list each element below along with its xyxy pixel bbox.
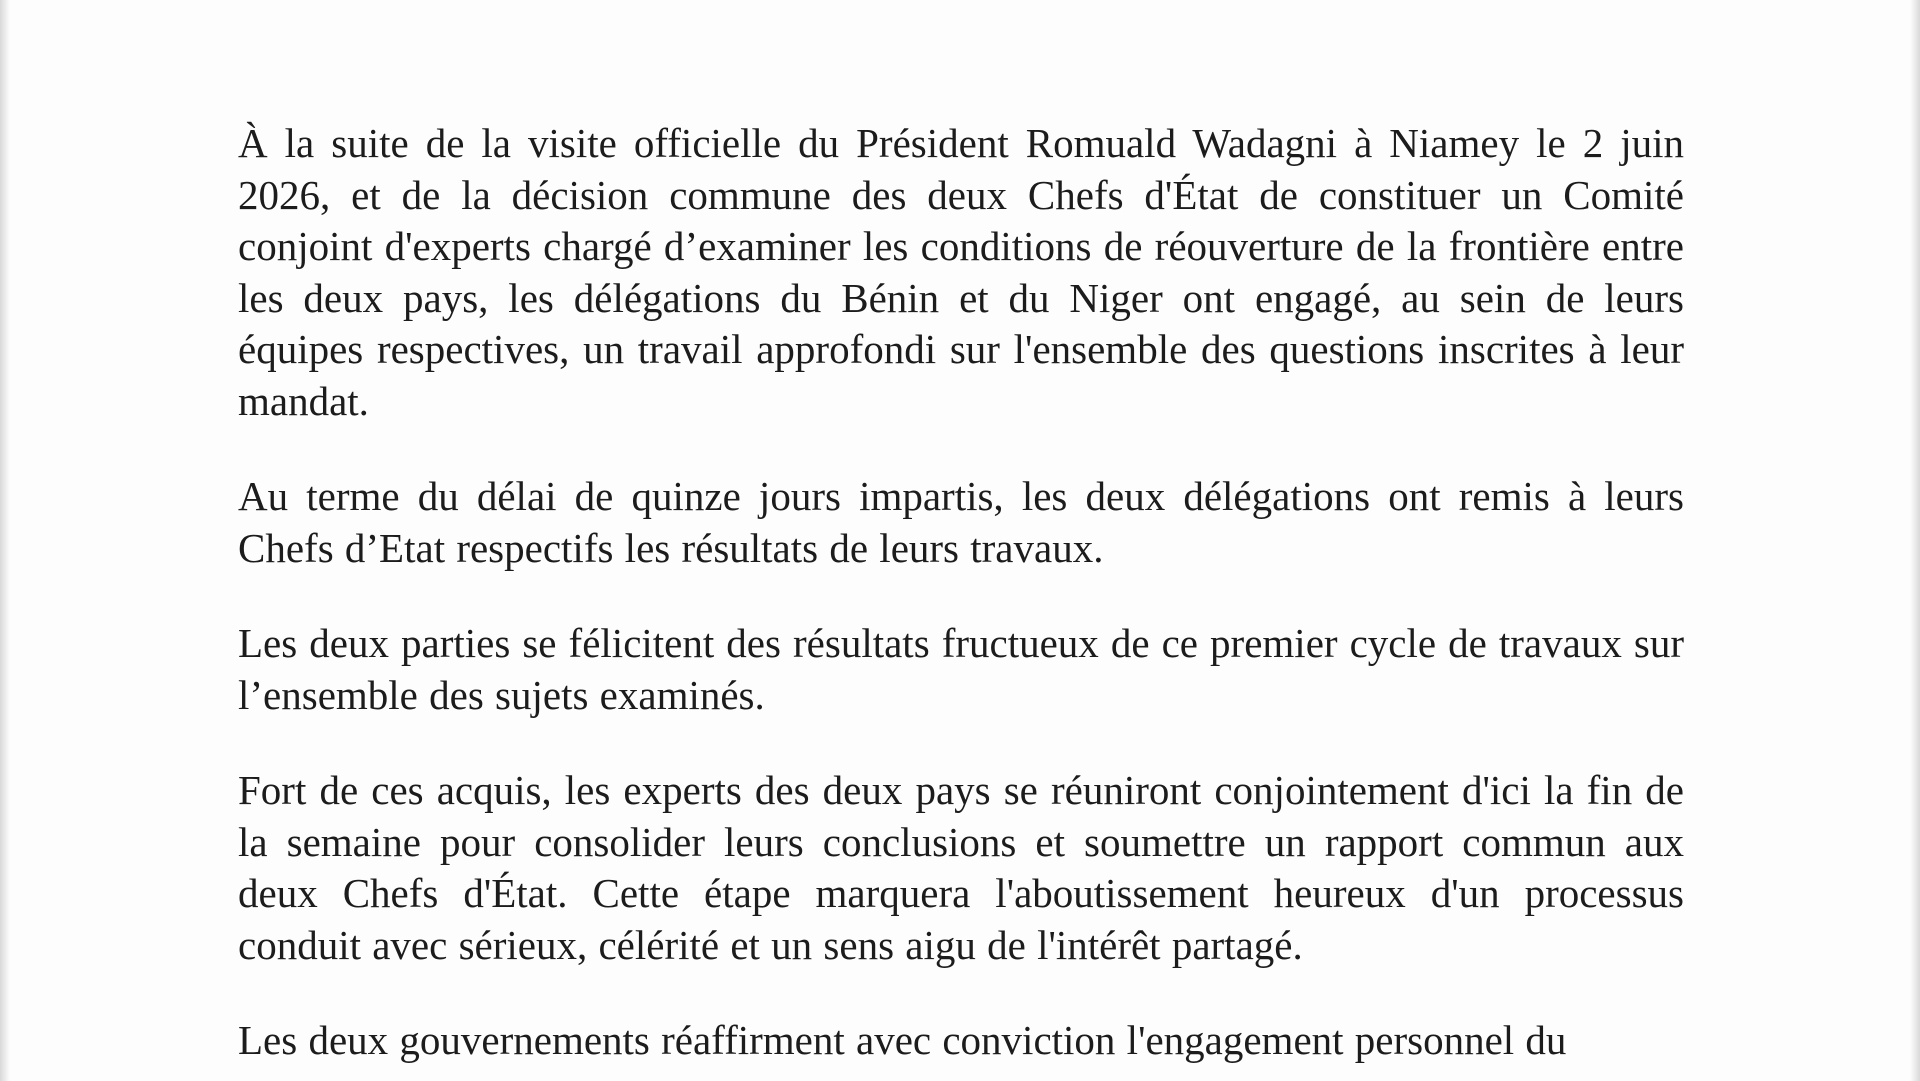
paragraph-governments: Les deux gouvernements réaffirment avec conviction l'engagement personnel du [238, 1017, 1567, 1063]
document-body [238, 118, 1684, 1081]
paragraph-visit: À la suite de la visite officielle du Président Romuald Wadagni à Niamey le 2 juin 2026, et de la décision commune des deux Chefs d'État de constituer un Comité conjoint d'experts chargé d’examiner les conditions de réouverture de la frontière entre les deux pays, les délégations du Bénin et du Niger ont engagé, au sein de leurs équipes respectives, un travail approfondi sur l'ensemble des questions inscrites à leur mandat. [238, 120, 1684, 424]
paragraph-results: Les deux parties se félicitent des résultats fructueux de ce premier cycle de travaux sur l’ensemble des sujets examinés. [238, 620, 1684, 718]
paragraph-deadline: Au terme du délai de quinze jours impartis, les deux délégations ont remis à leurs Chefs d’Etat respectifs les résultats de leurs travaux. [238, 473, 1684, 571]
paragraph-next-steps: Fort de ces acquis, les experts des deux pays se réuniront conjointement d'ici la fin de la semaine pour consolider leurs conclusions et soumettre un rapport commun aux deux Chefs d'État. Cette étape marquera l'aboutissement heureux d'un processus conduit avec sérieux, célérité et un sens aigu de l'intérêt partagé. [238, 767, 1684, 968]
